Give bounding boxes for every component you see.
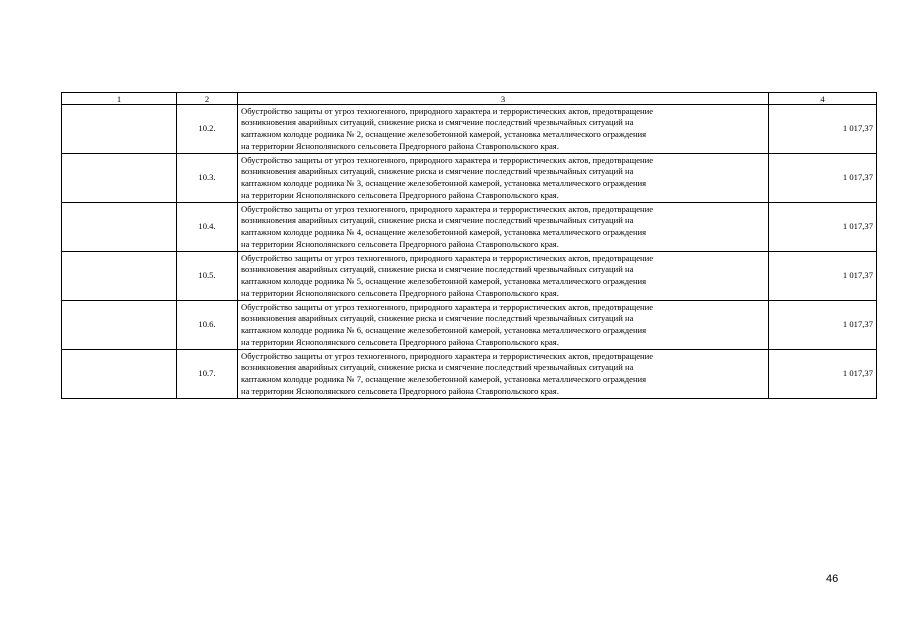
- description-line: Обустройство защиты от угроз техногенного, природного характера и террористических актов, предотвращение: [241, 154, 654, 165]
- description-line: каптажном колодце родника № 3, оснащение железобетонной камерой, установка металлического ограждения: [241, 178, 647, 188]
- row-number-cell: 10.7.: [177, 350, 238, 399]
- header-col-3: 3: [238, 93, 769, 105]
- description-line: на территории Яснополянского сельсовета Предгорного района Ставропольского края.: [241, 287, 559, 298]
- description-line: Обустройство защиты от угроз техногенного, природного характера и террористических актов, предотвращение: [241, 350, 654, 361]
- table-row: [62, 301, 877, 350]
- table-row: [62, 203, 877, 252]
- table-row: [62, 252, 877, 301]
- row-number-cell: 10.2.: [177, 105, 238, 154]
- description-line: каптажном колодце родника № 7, оснащение железобетонной камерой, установка металлического ограждения: [241, 374, 647, 384]
- description-line: на территории Яснополянского сельсовета Предгорного района Ставропольского края.: [241, 189, 559, 200]
- header-col-1: 1: [62, 93, 177, 105]
- row-description-cell: [238, 154, 769, 203]
- row-col1-cell: [62, 252, 177, 301]
- table-body: [62, 93, 877, 399]
- row-description-cell: [238, 105, 769, 154]
- row-value-cell: 1 017,37: [769, 252, 877, 301]
- description-line: каптажном колодце родника № 6, оснащение железобетонной камерой, установка металлического ограждения: [241, 325, 647, 335]
- header-col-2: 2: [177, 93, 238, 105]
- description-line: возникновения аварийных ситуаций, снижение риска и смягчение последствий чрезвычайных ситуаций на: [241, 215, 634, 226]
- page-number: 46: [826, 573, 839, 585]
- row-value-cell: 1 017,37: [769, 203, 877, 252]
- description-line: каптажном колодце родника № 5, оснащение железобетонной камерой, установка металлического ограждения: [241, 276, 647, 286]
- description-line: возникновения аварийных ситуаций, снижение риска и смягчение последствий чрезвычайных ситуаций на: [241, 264, 634, 275]
- row-number-cell: 10.3.: [177, 154, 238, 203]
- row-col1-cell: [62, 301, 177, 350]
- table-row: [62, 154, 877, 203]
- description-line: каптажном колодце родника № 2, оснащение железобетонной камерой, установка металлического ограждения: [241, 129, 647, 139]
- description-line: Обустройство защиты от угроз техногенного, природного характера и террористических актов, предотвращение: [241, 203, 654, 214]
- description-line: на территории Яснополянского сельсовета Предгорного района Ставропольского края.: [241, 238, 559, 249]
- row-description-cell: [238, 350, 769, 399]
- row-number-cell: 10.4.: [177, 203, 238, 252]
- data-table: [61, 92, 877, 399]
- description-line: Обустройство защиты от угроз техногенного, природного характера и террористических актов, предотвращение: [241, 301, 654, 312]
- row-value-cell: 1 017,37: [769, 350, 877, 399]
- description-line: каптажном колодце родника № 4, оснащение железобетонной камерой, установка металлического ограждения: [241, 227, 647, 237]
- row-col1-cell: [62, 203, 177, 252]
- description-line: на территории Яснополянского сельсовета Предгорного района Ставропольского края.: [241, 385, 559, 396]
- table-row: [62, 350, 877, 399]
- header-col-4: 4: [769, 93, 877, 105]
- row-description-cell: [238, 203, 769, 252]
- table-header-row: [62, 93, 877, 105]
- description-line: на территории Яснополянского сельсовета Предгорного района Ставропольского края.: [241, 140, 559, 151]
- description-line: возникновения аварийных ситуаций, снижение риска и смягчение последствий чрезвычайных ситуаций на: [241, 166, 634, 177]
- table-row: [62, 105, 877, 154]
- description-line: возникновения аварийных ситуаций, снижение риска и смягчение последствий чрезвычайных ситуаций на: [241, 117, 634, 128]
- row-number-cell: 10.5.: [177, 252, 238, 301]
- row-description-cell: [238, 301, 769, 350]
- row-value-cell: 1 017,37: [769, 154, 877, 203]
- description-line: на территории Яснополянского сельсовета Предгорного района Ставропольского края.: [241, 336, 559, 347]
- row-value-cell: 1 017,37: [769, 105, 877, 154]
- description-line: возникновения аварийных ситуаций, снижение риска и смягчение последствий чрезвычайных ситуаций на: [241, 362, 634, 373]
- row-col1-cell: [62, 105, 177, 154]
- row-value-cell: 1 017,37: [769, 301, 877, 350]
- row-col1-cell: [62, 154, 177, 203]
- row-number-cell: 10.6.: [177, 301, 238, 350]
- row-description-cell: [238, 252, 769, 301]
- description-line: возникновения аварийных ситуаций, снижение риска и смягчение последствий чрезвычайных ситуаций на: [241, 313, 634, 324]
- row-col1-cell: [62, 350, 177, 399]
- description-line: Обустройство защиты от угроз техногенного, природного характера и террористических актов, предотвращение: [241, 252, 654, 263]
- description-line: Обустройство защиты от угроз техногенного, природного характера и террористических актов, предотвращение: [241, 105, 654, 116]
